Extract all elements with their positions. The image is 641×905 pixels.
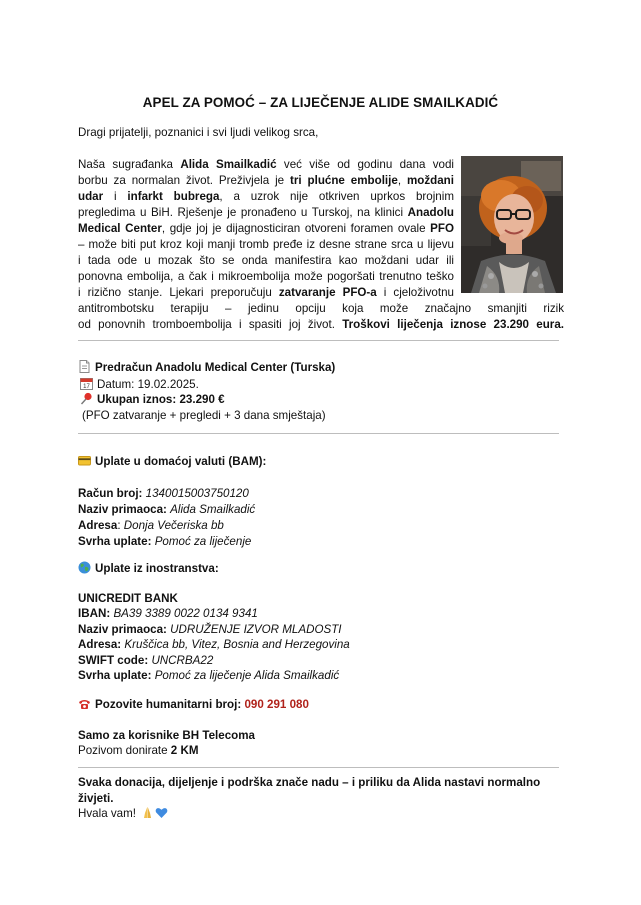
phone-label: Pozovite humanitarni broj: [95, 698, 242, 711]
divider [78, 340, 559, 341]
invoice-total: Ukupan iznos: 23.290 € [97, 393, 225, 406]
domestic-recipient-row: Naziv primaoca: Alida Smailkadić [78, 503, 256, 516]
blue-heart-icon [155, 806, 168, 819]
invoice-date: Datum: 19.02.2025. [97, 378, 199, 391]
story-line: i rizično stanje. Ljekari preporučuju zatvaranje PFO-a i cjeloživotnu [78, 286, 454, 300]
invoice-date-row [80, 377, 199, 393]
foreign-address-row: Adresa: Kruščica bb, Vitez, Bosnia and Herzegovina [78, 638, 350, 651]
divider [78, 433, 559, 434]
purpose-value: Pomoć za liječenje [154, 535, 252, 548]
address-value: Kruščica bb, Vitez, Bosnia and Herzegovina [124, 638, 350, 651]
account-number: 1340015003750120 [145, 487, 249, 500]
thanks-text: Hvala vam! [78, 807, 136, 820]
donation-amount: 2 KM [170, 744, 199, 757]
invoice-note: (PFO zatvaranje + pregledi + 3 dana smještaja) [82, 409, 326, 422]
page-title: APEL ZA POMOĆ – ZA LIJEČENJE ALIDE SMAILKADIĆ [142, 95, 499, 110]
purpose-value: Pomoć za liječenje Alida Smailkadić [154, 669, 340, 682]
domestic-heading: Uplate u domaćoj valuti (BAM): [95, 455, 267, 468]
portrait-photo [461, 156, 563, 293]
calendar-icon [80, 377, 93, 390]
phone-row [78, 697, 309, 713]
story-line: antitrombotsku terapiju – jedinu opciju koja može značajno smanjiti rizik [78, 302, 564, 315]
story-line: ponovna embolija, a čak i mikroembolija može pogoršati trenutno teško [78, 270, 454, 284]
address-value: Donja Večeriska bb [123, 519, 224, 532]
domestic-heading-row [78, 454, 266, 470]
story-paragraph-wide [78, 301, 564, 333]
document-icon [78, 360, 91, 373]
divider [78, 767, 559, 768]
iban-value: BA39 3389 0022 0134 9341 [113, 607, 258, 620]
foreign-iban-row: IBAN: BA39 3389 0022 0134 9341 [78, 607, 258, 620]
closing-line-1: Svaka donacija, dijeljenje i podrška znače nadu – i priliku da Alida nastavi normalno [78, 776, 541, 789]
swift-value: UNCRBA22 [151, 654, 214, 667]
closing-line-2: živjeti. [78, 792, 114, 805]
foreign-swift-row: SWIFT code: UNCRBA22 [78, 654, 214, 667]
foreign-recipient-row: Naziv primaoca: UDRUŽENJE IZVOR MLADOSTI [78, 623, 342, 636]
recipient-name: Alida Smailkadić [170, 503, 256, 516]
praying-hands-icon [141, 806, 154, 819]
story-line: Naša sugrađanka Alida Smailkadić već više od godinu dana vodi [78, 158, 454, 171]
story-paragraph [78, 157, 454, 301]
telecom-heading: Samo za korisnike BH Telecoma [78, 729, 255, 742]
story-line: borbu za normalan život. Preživjela je tri plućne embolije, moždani [78, 174, 454, 188]
globe-icon [78, 561, 91, 574]
pushpin-icon [80, 392, 93, 405]
story-line: od ponovnih tromboembolija i spasiti joj život. Troškovi liječenja iznose 23.290 eura. [78, 318, 564, 331]
story-line: – može biti put kroz koji manji tromb pređe iz desne strane srca u lijevu [78, 238, 454, 252]
invoice-total-row [80, 392, 225, 408]
bank-name: UNICREDIT BANK [78, 592, 178, 605]
greeting: Dragi prijatelji, poznanici i svi ljudi velikog srca, [78, 126, 319, 139]
invoice-heading-row [78, 360, 335, 376]
telephone-icon [78, 697, 91, 710]
story-line: Medical Center, gdje joj je dijagnosticiran otvoreni foramen ovale PFO [78, 222, 454, 236]
foreign-purpose-row: Svrha uplate: Pomoć za liječenje Alida Smailkadić [78, 669, 340, 682]
credit-card-icon [78, 454, 91, 467]
story-line: i tada ode u mozak što se onda manifestira kao moždani udar ili [78, 254, 454, 268]
foreign-heading: Uplate iz inostranstva: [95, 562, 219, 575]
story-line: pregledima u BiH. Rješenje je pronađeno u Turskoj, na klinici Anadolu [78, 206, 454, 220]
foreign-heading-row [78, 561, 219, 577]
thanks-row [78, 806, 172, 822]
phone-number[interactable]: 090 291 080 [244, 698, 309, 711]
svg-text:17: 17 [83, 384, 90, 390]
story-line: udar i infarkt bubrega, a uzrok nije otkriven uprkos brojnim [78, 190, 454, 204]
telecom-text-row: Pozivom donirate 2 KM [78, 744, 199, 757]
domestic-purpose-row: Svrha uplate: Pomoć za liječenje [78, 535, 252, 548]
domestic-account-row: Račun broj: 1340015003750120 [78, 487, 249, 500]
recipient-name: UDRUŽENJE IZVOR MLADOSTI [170, 623, 342, 636]
invoice-heading: Predračun Anadolu Medical Center (Turska) [95, 361, 336, 374]
domestic-address-row: Adresa: Donja Večeriska bb [78, 519, 224, 532]
